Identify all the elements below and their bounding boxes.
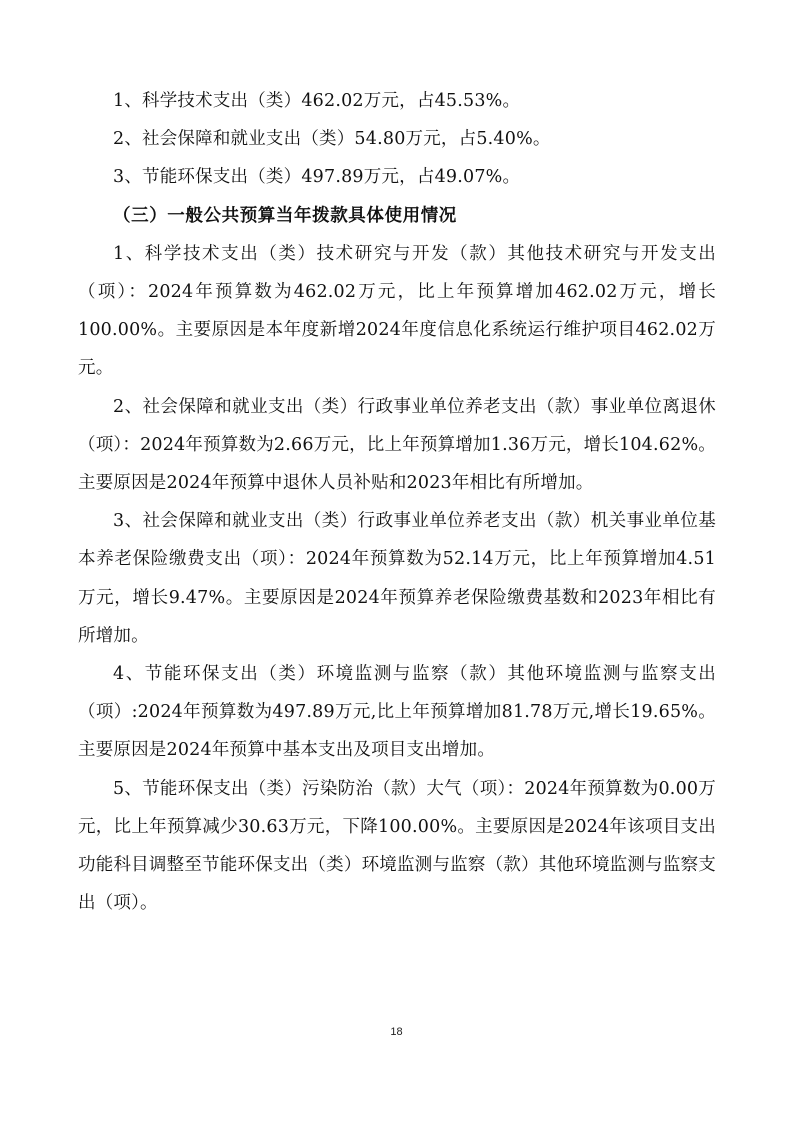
- detail-item-science-rnd: 1、科学技术支出（类）技术研究与开发（款）其他技术研究与开发支出（项）：2024年预算数为462.02万元，比上年预算增加462.02万元，增长100.00%。主要原因是本年度新增2024年度信息化系统运行维护项目462.02万元。: [78, 243, 716, 379]
- page-number: 18: [390, 1026, 403, 1038]
- detail-item-pension-insurance: 3、社会保障和就业支出（类）行政事业单位养老支出（款）机关事业单位基本养老保险缴费支出（项）：2024年预算数为52.14万元，比上年预算增加4.51万元，增长9.47%。主要原因是2024年预算养老保险缴费基数和2023年相比有所增加。: [78, 511, 716, 646]
- summary-item-energy-environment: 3、节能环保支出（类）497.89万元，占49.07%。: [113, 167, 521, 188]
- detail-item-pollution-control: 5、节能环保支出（类）污染防治（款）大气（项）：2024年预算数为0.00万元，比上年预算减少30.63万元，下降100.00%。主要原因是2024年该项目支出功能科目调整至节能环保支出（类）环境监测与监察（款）其他环境监测与监察支出（项）。: [78, 778, 716, 914]
- summary-item-social-security: 2、社会保障和就业支出（类）54.80万元，占5.40%。: [113, 129, 551, 150]
- section-heading: （三）一般公共预算当年拨款具体使用情况: [113, 205, 457, 226]
- detail-item-environment-monitoring: 4、节能环保支出（类）环境监测与监察（款）其他环境监测与监察支出（项）:2024年预算数为497.89万元,比上年预算增加81.78万元,增长19.65%。主要原因是2024年预算中基本支出及项目支出增加。: [78, 664, 716, 761]
- document-body: [78, 82, 716, 922]
- summary-item-science: 1、科学技术支出（类）462.02万元，占45.53%。: [113, 91, 521, 111]
- detail-item-retirement: 2、社会保障和就业支出（类）行政事业单位养老支出（款）事业单位离退休（项）：2024年预算数为2.66万元，比上年预算增加1.36万元，增长104.62%。主要原因是2024年预算中退休人员补贴和2023年相比有所增加。: [78, 396, 716, 494]
